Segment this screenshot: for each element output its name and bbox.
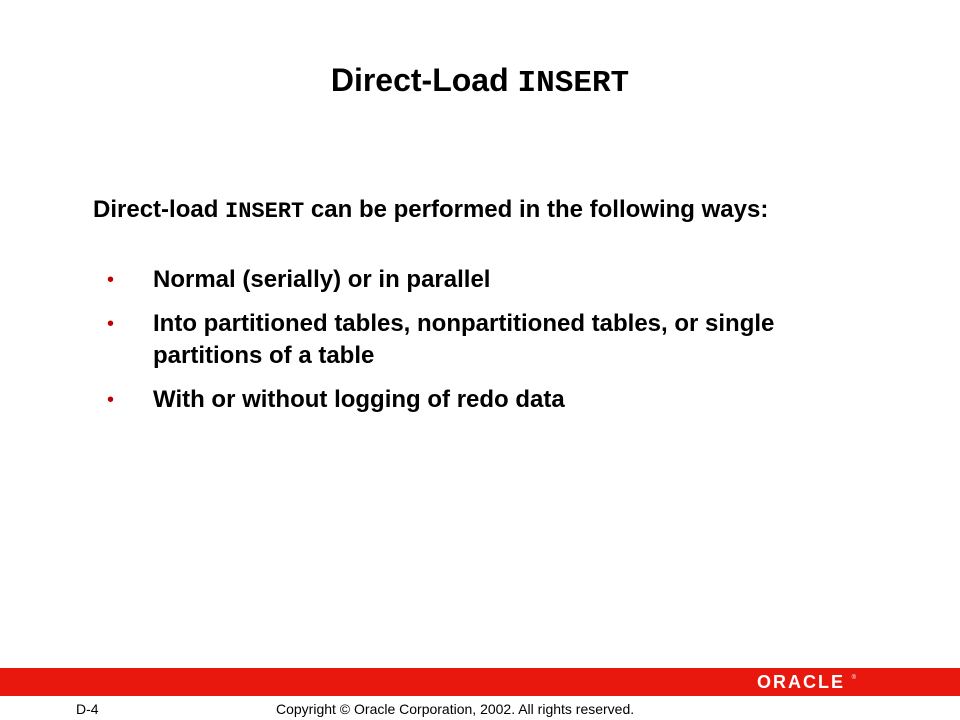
svg-text:ORACLE: ORACLE [757, 672, 845, 692]
bullet-icon: • [107, 313, 115, 335]
intro-prefix: Direct-load [93, 196, 226, 223]
intro-suffix: can be performed in the following ways: [304, 196, 769, 223]
bullet-icon: • [107, 269, 115, 291]
intro-code: INSERT [225, 199, 305, 224]
bullet-text: Normal (serially) or in parallel [153, 266, 491, 293]
title-code: INSERT [517, 66, 630, 101]
bullet-list [93, 264, 873, 428]
footer-bar [0, 668, 960, 696]
list-item [93, 384, 873, 416]
intro-paragraph [93, 196, 873, 226]
bullet-text: With or without logging of redo data [153, 386, 565, 413]
title-text: Direct-Load [330, 62, 518, 98]
list-item [93, 308, 873, 372]
oracle-logo [742, 671, 860, 693]
slide-title [0, 58, 960, 106]
bullet-icon: • [107, 389, 115, 411]
bullet-text: Into partitioned tables, nonpartitioned tables, or single partitions of a table [153, 310, 775, 369]
copyright-notice: Copyright © Oracle Corporation, 2002. All rights reserved. [276, 701, 635, 717]
page-number: D-4 [76, 701, 99, 717]
list-item [93, 264, 873, 296]
oracle-logo-icon [742, 671, 860, 693]
svg-text:®: ® [851, 675, 856, 681]
